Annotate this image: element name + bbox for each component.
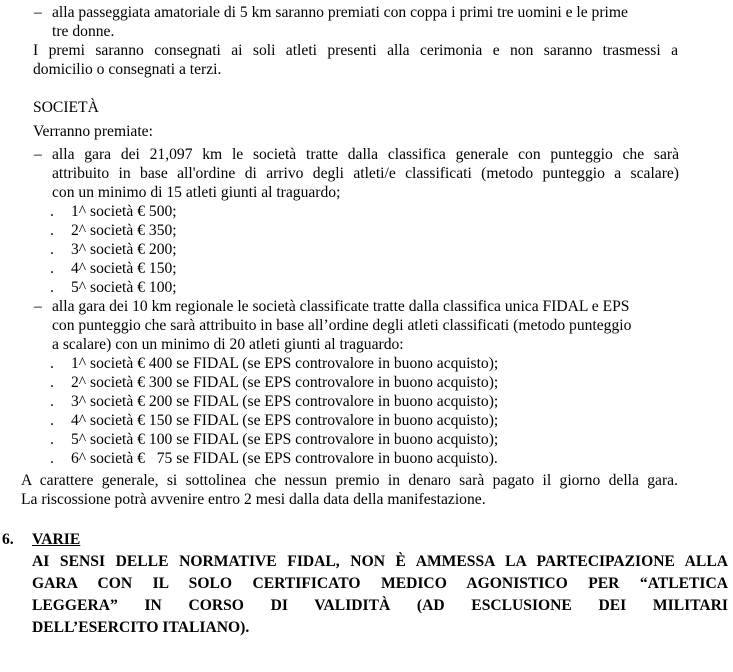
gara21-prize-4: 4^ società € 150; (71, 260, 177, 277)
list-dash: – (34, 4, 42, 21)
bullet-dot: . (50, 279, 54, 296)
bullet-dot: . (50, 241, 54, 258)
gara10-prize-1: 1^ società € 400 se FIDAL (se EPS controvalore in buono acquisto); (71, 355, 499, 372)
bullet-dot: . (50, 431, 54, 448)
gara21-prize-2: 2^ società € 350; (71, 222, 177, 239)
varie-notice-line-3: LEGGERA” IN CORSO DI VALIDITÀ (AD ESCLUSIONE DEI MILITARI (32, 597, 728, 614)
gara21-line-2: attribuito in base all'ordine di arrivo degli atleti/e classificati (metodo punteggio a scalare) (52, 165, 679, 182)
gara10-line-1: alla gara dei 10 km regionale le società classificate tratte dalla classifica unica FIDAL e EPS (52, 298, 630, 315)
section-title-varie: VARIE (32, 531, 81, 548)
bullet-dot: . (50, 393, 54, 410)
gara21-prize-5: 5^ società € 100; (71, 279, 177, 296)
gara10-prize-3: 3^ società € 200 se FIDAL (se EPS controvalore in buono acquisto); (71, 393, 499, 410)
gara21-prize-3: 3^ società € 200; (71, 241, 177, 258)
gara10-prize-6: 6^ società € 75 se FIDAL (se EPS controvalore in buono acquisto). (71, 450, 498, 467)
varie-notice-line-4: DELL’ESERCITO ITALIANO). (32, 619, 250, 636)
bullet-dot: . (50, 260, 54, 277)
bullet-dot: . (50, 355, 54, 372)
list-dash: – (34, 146, 42, 163)
walk-prize-line-2: tre donne. (52, 23, 115, 40)
verranno-premiate: Verranno premiate: (33, 123, 153, 140)
section-number: 6. (2, 531, 14, 548)
varie-notice-line-2: GARA CON IL SOLO CERTIFICATO MEDICO AGONISTICO PER “ATLETICA (32, 575, 728, 592)
gara10-prize-5: 5^ società € 100 se FIDAL (se EPS controvalore in buono acquisto); (71, 431, 499, 448)
prize-delivery-line-1: I premi saranno consegnati ai soli atleti presenti alla cerimonia e non saranno trasmessi a (33, 42, 678, 59)
general-note-line-2: La riscossione potrà avvenire entro 2 mesi dalla data della manifestazione. (21, 491, 486, 508)
gara10-line-2: con punteggio che sarà attribuito in base all’ordine degli atleti classificati (metodo punteggio (52, 317, 632, 334)
walk-prize-line-1: alla passeggiata amatoriale di 5 km saranno premiati con coppa i primi tre uomini e le prime (52, 4, 628, 21)
bullet-dot: . (50, 412, 54, 429)
gara21-line-1: alla gara dei 21,097 km le società tratte dalla classifica generale con punteggio che sarà (52, 146, 679, 163)
bullet-dot: . (50, 374, 54, 391)
gara10-prize-4: 4^ società € 150 se FIDAL (se EPS controvalore in buono acquisto); (71, 412, 499, 429)
list-dash: – (34, 298, 42, 315)
gara21-prize-1: 1^ società € 500; (71, 203, 177, 220)
prize-delivery-line-2: domicilio o consegnati a terzi. (33, 61, 222, 78)
bullet-dot: . (50, 222, 54, 239)
gara10-line-3: a scalare) con un minimo di 20 atleti giunti al traguardo: (52, 336, 404, 353)
bullet-dot: . (50, 450, 54, 467)
gara21-line-3: con un minimo di 15 atleti giunti al traguardo; (52, 184, 341, 201)
gara10-prize-2: 2^ società € 300 se FIDAL (se EPS controvalore in buono acquisto); (71, 374, 499, 391)
section-heading-societa: SOCIETÀ (33, 99, 99, 116)
general-note-line-1: A carattere generale, si sottolinea che nessun premio in denaro sarà pagato il giorno della gara. (21, 472, 678, 489)
varie-notice-line-1: AI SENSI DELLE NORMATIVE FIDAL, NON È AMMESSA LA PARTECIPAZIONE ALLA (32, 553, 728, 570)
bullet-dot: . (50, 203, 54, 220)
